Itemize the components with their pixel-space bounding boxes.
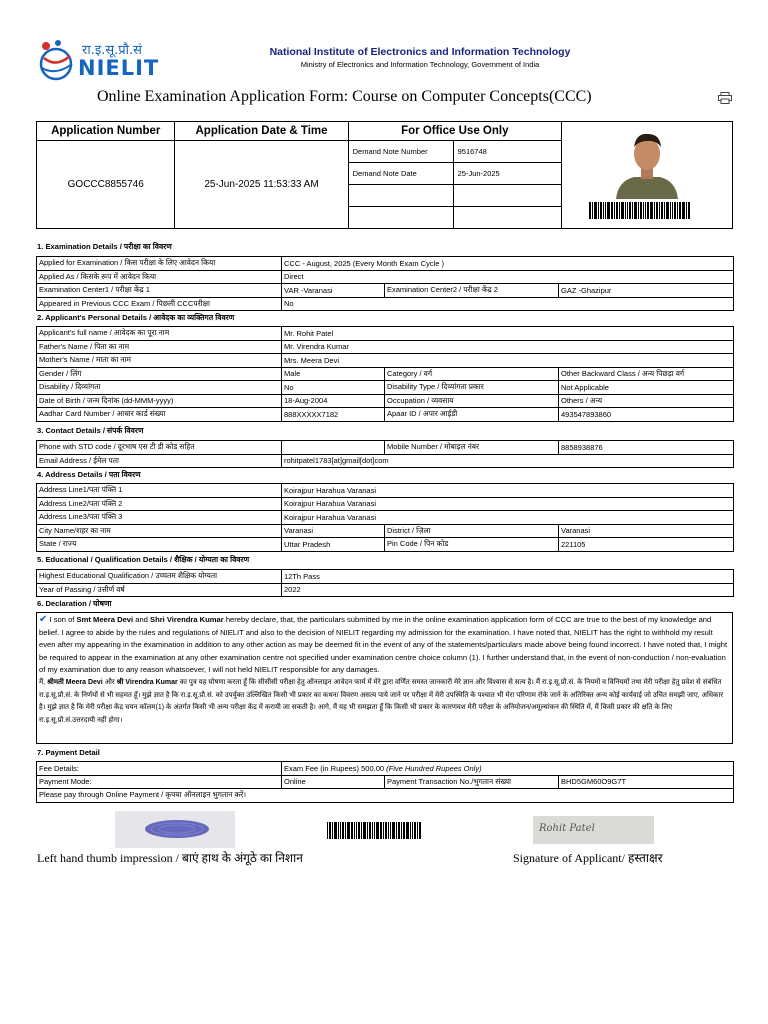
office-blank-2 (453, 185, 561, 207)
declaration-english (39, 614, 730, 677)
payment-note: Please pay through Online Payment / कृपया ऑनलाइन भुगतान करें। (37, 789, 734, 803)
previous-ccc-value: No (282, 297, 734, 311)
center1-value: VAR -Varanasi (282, 284, 385, 298)
logo-english: NIELIT (78, 56, 160, 80)
personal-details-table (36, 326, 734, 422)
org-name: National Institute of Electronics and Information Technology (269, 46, 571, 58)
org-ministry: Ministry of Electronics and Information Technology, Government of India (300, 60, 540, 69)
education-details-table (36, 569, 734, 597)
aadhar-label: Aadhar Card Number / आधार कार्ड संख्या (37, 408, 282, 422)
application-summary-table (36, 121, 733, 229)
state-label: State / राज्य (37, 538, 282, 552)
aadhar-value: 888XXXXX7182 (282, 408, 385, 422)
office-blank-4 (453, 207, 561, 229)
form-title: Online Examination Application Form: Course on Computer Concepts(CCC) (97, 88, 592, 105)
globe-logo-icon (36, 38, 80, 84)
decl-en-and: and (133, 615, 150, 624)
address-line3-value: Koirajpur Harahua Varanasi (282, 511, 734, 525)
address-line2-value: Koirajpur Harahua Varanasi (282, 497, 734, 511)
section-declaration-heading: 6. Declaration / घोषणा (37, 599, 112, 608)
mother-name-value: Mrs. Meera Devi (282, 354, 734, 368)
fee-label: Fee Details: (37, 762, 282, 776)
qualification-label: Highest Educational Qualification / उच्चतम शैक्षिक योग्यता (37, 570, 282, 584)
nielit-logo (36, 36, 160, 86)
full-name-label: Applicant's full name / आवेदक का पूरा नाम (37, 327, 282, 341)
fee-value (282, 762, 734, 776)
dob-value: 18-Aug-2004 (282, 394, 385, 408)
payment-mode-label: Payment Mode: (37, 775, 282, 789)
section-address-heading: 4. Address Details / पता विवरण (37, 470, 141, 479)
center2-value: GAZ -Ghazipur (559, 284, 734, 298)
center1-label: Examination Center1 / परीक्षा केंद्र 1 (37, 284, 282, 298)
exam-details-table (36, 256, 734, 311)
decl-en-rest: hereby declare, that, the particulars submitted by me in the online examination application form of CCC are true to the best of my knowledge and belief. I agree to abide by the rules and regulations of NIELIT and also to the decision of NIELIT regarding my admission for the examination. I have noted that, NIELIT has the right to withhold my result even after my appearing in the examination in addition to any other action as may be deemed fit in the event of any of the statements/particulars made above being found incorrect. I have noted that, I might be required to appear in the examination at any other examination centre not specified under examination centre choice column (1). I further understand that, in the event of non-conduction / non-evaluation of my examination due to any reason whatsoever, I will not held NIELIT responsible for any damages. (39, 615, 728, 675)
demand-note-number-label: Demand Note Number (349, 141, 454, 163)
transaction-label: Payment Transaction No./भुगतान संख्या (385, 775, 559, 789)
father-name-label: Father's Name / पिता का नाम (37, 340, 282, 354)
section-personal-heading: 2. Applicant's Personal Details / आवेदक का व्यक्तिगत विवरण (37, 313, 235, 322)
decl-hi-and: और (102, 678, 117, 686)
footer-barcode (327, 822, 439, 839)
gender-label: Gender / लिंग (37, 367, 282, 381)
applied-as-label: Applied As / किसके रूप में आवेदन किया (37, 270, 282, 284)
thumb-impression (115, 811, 235, 848)
payment-mode-value: Online (282, 775, 385, 789)
photo-barcode (589, 202, 705, 219)
thumbprint-icon (115, 811, 235, 848)
state-value: Uttar Pradesh (282, 538, 385, 552)
app-number-header: Application Number (37, 122, 175, 141)
occupation-value: Others / अन्य (559, 394, 734, 408)
center2-label: Examination Center2 / परीक्षा केंद्र 2 (385, 284, 559, 298)
occupation-label: Occupation / व्यवसाय (385, 394, 559, 408)
decl-en-mother: Smt Meera Devi (76, 615, 134, 624)
office-blank-3 (349, 207, 454, 229)
demand-note-date-label: Demand Note Date (349, 163, 454, 185)
declaration-hindi (39, 677, 730, 727)
previous-ccc-label: Appeared in Previous CCC Exam / पिछली CCCपरीक्षा (37, 297, 282, 311)
thumb-label: Left hand thumb impression / बाएं हाथ के अंगूठे का निशान (37, 851, 303, 865)
district-value: Varanasi (559, 524, 734, 538)
decl-hi-rest: का पुत्र यह घोषणा करता हूँ कि सीसीसी परीक्षा हेतु ऑनलाइन आवेदन फार्म में मेरे द्वारा वर्णित समस्त जानकारी मेरे ज्ञान और विश्वास से सत्य है। मैं रा.इ.सू.प्रौ.सं. के नियमों व विनियमों तथा मेरी परीक्षा हेतु प्रवेश से संबंधित रा.इ.सू.प्रौ.सं. के निर्णयों से भी सहमत हूँ। मुझे ज्ञात है कि रा.इ.सू.प्रौ.सं. को उपर्युक्त उल्लिखित किसी भी प्रकार का कथन/ विवरण असत्य पाये जाने पर परीक्षा में मेरी उपस्थिति के पश्चात भी मेरा परिणाम रोके जाने के अतिरिक्त अन्य कोई कार्यवाई जो उचित समझी जाए, अधिकार है। मुझे ज्ञात है कि मेरी परीक्षा केंद्र चयन कॉलम(1) के अंतर्गत किसी भी अन्य परीक्षा केंद्र में करायी जा सकती है। आगे, मैं यह भी समझता हूँ कि किसी भी प्रकार के कारणवश मेरी परीक्षा के अनियोजन/अमूल्यांकन की स्थिति में, मैं किसी प्रकार की क्षति के लिए रा.इ.सू.प्रौ.सं.उत्तरदायी नहीं होगा। (39, 678, 724, 724)
apaar-label: Apaar ID / अपार आईडी (385, 408, 559, 422)
applicant-photo (612, 123, 682, 199)
disability-type-value: Not Applicable (559, 381, 734, 395)
email-label: Email Address / ईमेल पता (37, 454, 282, 468)
checkmark-icon: ✔ (39, 614, 48, 625)
address-line1-value: Koirajpur Harahua Varanasi (282, 484, 734, 498)
disability-type-label: Disability Type / दिव्यांगता प्रकार (385, 381, 559, 395)
section-contact-heading: 3. Contact Details / संपर्क विवरण (37, 426, 144, 435)
address-details-table (36, 483, 734, 552)
city-label: City Name/शहर का नाम (37, 524, 282, 538)
signature-label: Signature of Applicant/ हस्ताक्षर (513, 851, 663, 865)
applied-for-label: Applied for Examination / किस परीक्षा के लिए आवेदन किया (37, 257, 282, 271)
fee-amount: Exam Fee (in Rupees) 500.00 (284, 763, 387, 773)
declaration-box (36, 612, 733, 744)
apaar-value: 493547893860 (559, 408, 734, 422)
pin-value: 221105 (559, 538, 734, 552)
father-name-value: Mr. Virendra Kumar (282, 340, 734, 354)
mother-name-label: Mother's Name / माता का नाम (37, 354, 282, 368)
section-education-heading: 5. Educational / Qualification Details / शैक्षिक / योग्यता का विवरण (37, 555, 250, 564)
pin-label: Pin Code / पिन कोड (385, 538, 559, 552)
phone-label: Phone with STD code / दूरभाष एस टी डी कोड सहित (37, 441, 282, 455)
address-line2-label: Address Line2/पता पंक्ति 2 (37, 497, 282, 511)
office-header: For Office Use Only (348, 122, 561, 141)
mobile-label: Mobile Number / मोबाइल नंबर (385, 441, 559, 455)
full-name-value: Mr. Rohit Patel (282, 327, 734, 341)
disability-label: Disability / दिव्यांगता (37, 381, 282, 395)
office-use-table (349, 141, 561, 228)
demand-note-date-value: 25-Jun-2025 (453, 163, 561, 185)
office-blank-1 (349, 185, 454, 207)
city-value: Varanasi (282, 524, 385, 538)
phone-value (282, 441, 385, 455)
year-passing-value: 2022 (282, 583, 734, 597)
address-line3-label: Address Line3/पता पंक्ति 3 (37, 511, 282, 525)
applied-for-value: CCC - August, 2025 (Every Month Exam Cycle ) (282, 257, 734, 271)
email-value: rohitpatel1783[at]gmail[dot]com (282, 454, 734, 468)
signature-image (533, 816, 654, 844)
decl-en-pre: I son of (49, 615, 77, 624)
demand-note-number-value: 9516748 (453, 141, 561, 163)
transaction-value: BHD5GM60O9G7T (559, 775, 734, 789)
applied-as-value: Direct (282, 270, 734, 284)
app-number-value: GOCCC8855746 (37, 141, 175, 229)
mobile-value: 8858938876 (559, 441, 734, 455)
app-date-header: Application Date & Time (175, 122, 348, 141)
address-line1-label: Address Line1/पता पंक्ति 1 (37, 484, 282, 498)
payment-details-table (36, 761, 734, 803)
category-label: Category / वर्ग (385, 367, 559, 381)
fee-words: (Five Hundred Rupees Only) (386, 763, 482, 773)
year-passing-label: Year of Passing / उत्तीर्ण वर्ष (37, 583, 282, 597)
logo-hindi: रा.इ.सू.प्रौ.सं (82, 43, 142, 58)
section-payment-heading: 7. Payment Detail (37, 748, 100, 757)
contact-details-table (36, 440, 734, 468)
printer-icon[interactable] (718, 92, 732, 104)
decl-hi-father: श्री Virendra Kumar (116, 678, 178, 686)
dob-label: Date of Birth / जन्म दिनांक (dd-MMM-yyyy) (37, 394, 282, 408)
category-value: Other Backward Class / अन्य पिछड़ा वर्ग (559, 367, 734, 381)
signature-text: Rohit Patel (539, 823, 595, 834)
district-label: District / ज़िला (385, 524, 559, 538)
decl-hi-pre: मैं, (39, 678, 48, 686)
gender-value: Male (282, 367, 385, 381)
decl-hi-mother: श्रीमती Meera Devi (47, 678, 103, 686)
decl-en-father: Shri Virendra Kumar (150, 615, 224, 624)
disability-value: No (282, 381, 385, 395)
section-exam-heading: 1. Examination Details / परीक्षा का विवरण (37, 242, 172, 251)
qualification-value: 12Th Pass (282, 570, 734, 584)
photo-cell (561, 122, 732, 229)
app-datetime-value: 25-Jun-2025 11:53:33 AM (175, 141, 348, 229)
